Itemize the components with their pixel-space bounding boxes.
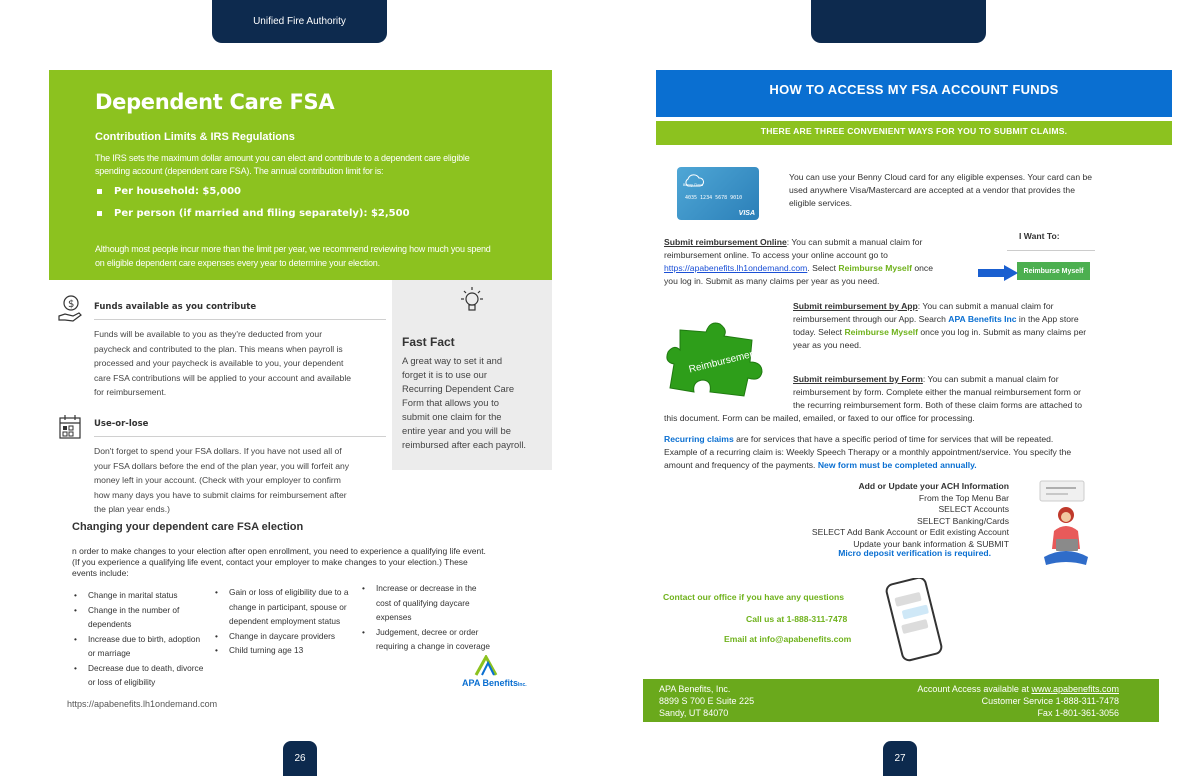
app-title: Submit reimbursement by App	[793, 301, 918, 311]
funds-title: Funds available as you contribute	[94, 302, 257, 312]
card-text: You can use your Benny Cloud card for any eligible expenses. Your card can be used anywhere Visa/Mastercard are accepted at a vendor that provides the eligible services.	[789, 172, 1093, 208]
list-item: • Child turning age 13	[215, 643, 350, 658]
divider	[1007, 250, 1095, 251]
intro-line-1: The IRS sets the maximum dollar amount you can elect and contribute to a dependent care eligible	[95, 153, 470, 163]
bullet-per-person: Per person (if married and filing separately): $2,500	[97, 208, 410, 219]
change-election-title: Changing your dependent care FSA election	[72, 521, 304, 533]
visa-logo: VISA	[738, 210, 755, 217]
i-want-to-title: I Want To:	[1019, 231, 1060, 241]
list-item: • Change in the number of dependents	[74, 603, 204, 632]
header-tab-label: Unified Fire Authority	[253, 16, 346, 27]
online-title: Submit reimbursement Online	[664, 237, 787, 247]
svg-text:$: $	[68, 299, 75, 310]
change-election-text: n order to make changes to your election after open enrollment, you need to experience a qualifying life event. (If you experience a qualifying life event, contact your employer to make changes to your election.) These events include:	[72, 546, 486, 578]
list-item: • Increase or decrease in the cost of qualifying daycare expenses	[362, 581, 490, 625]
footer-contact: Account Access available at www.apabenefits.com Customer Service 1-888-311-7478 Fax 1-801-361-3056	[917, 684, 1119, 718]
footer-website-link[interactable]: www.apabenefits.com	[1031, 684, 1119, 694]
list-item: • Change in daycare providers	[215, 629, 350, 644]
fast-fact-box	[392, 280, 552, 470]
fast-fact-title: Fast Fact	[402, 335, 455, 349]
page-number-right: 27	[883, 741, 917, 776]
bullet-household: Per household: $5,000	[97, 186, 241, 197]
para-line-1: Although most people incur more than the limit per year, we recommend reviewing how much you spend	[95, 244, 491, 254]
arrow-right-icon	[978, 265, 1018, 281]
list-item: • Gain or loss of eligibility due to a change in participant, spouse or dependent employment status	[215, 585, 350, 629]
online-section: Submit reimbursement Online: You can submit a manual claim for reimbursement online. To access your online account go to https://apabenefits.lh1ondemand.com. Select Reimburse Myself once you log in. Submit as many claims per year as you need.	[664, 237, 933, 286]
header-tab-right	[811, 0, 986, 43]
events-list-col2	[215, 585, 350, 658]
events-list-col1	[74, 588, 204, 690]
card-number: 4035 1234 5678 9010	[685, 195, 743, 201]
footer-url[interactable]: https://apabenefits.lh1ondemand.com	[67, 699, 218, 709]
form-line-4: this document. Form can be mailed, emailed, or faxed to our office for processing.	[664, 413, 975, 423]
contact-email[interactable]: Email at info@apabenefits.com	[724, 634, 852, 644]
section-subtitle: Contribution Limits & IRS Regulations	[95, 131, 295, 143]
phone-chat-illustration-icon	[880, 578, 950, 662]
contact-phone[interactable]: Call us at 1-888-311-7478	[746, 614, 848, 624]
ach-section: Add or Update your ACH Information From the Top Menu Bar SELECT Accounts SELECT Banking/Cards SELECT Add Bank Account or Edit existing Account Update your bank information & SUBMIT	[811, 481, 1009, 549]
logo-text: APA Benefits	[462, 678, 519, 688]
intro-line-2: spending account (dependent care FSA). The annual contribution limit for is:	[95, 166, 384, 176]
submit-claims-banner: THERE ARE THREE CONVENIENT WAYS FOR YOU TO SUBMIT CLAIMS.	[656, 121, 1172, 145]
calendar-icon	[58, 414, 82, 440]
recurring-section: Recurring claims are for services that have a specific period of time for services that will be repeated. Example of a recurring claim is: Weekly Speech Therapy or a monthly appointment/service. You specify the amount and frequency of the payments. New form must be completed annually.	[664, 434, 1072, 470]
list-item: • Change in marital status	[74, 588, 204, 603]
online-link[interactable]: https://apabenefits.lh1ondemand.com	[664, 263, 808, 273]
logo-inc: Inc.	[518, 682, 527, 688]
person-laptop-illustration-icon	[1036, 479, 1096, 571]
benny-card-image	[677, 167, 759, 220]
form-section: Submit reimbursement by Form: You can submit a manual claim for reimbursement by form. Complete either the manual reimbursement form or the recurring reimbursement form. Both of these claim forms are attached to	[793, 374, 1082, 410]
list-item: • Judgement, decree or order requiring a change in coverage	[362, 625, 490, 654]
money-hand-icon	[57, 294, 83, 324]
access-banner: HOW TO ACCESS MY FSA ACCOUNT FUNDS	[656, 70, 1172, 117]
contact-line-1: Contact our office if you have any questions	[663, 592, 844, 602]
fast-fact-text: A great way to set it and forget it is to use our Recurring Dependent Care Form that allows you to submit one claim for the entire year and you will be reimbursed after each payroll.	[402, 355, 527, 450]
i-want-to-panel	[1007, 226, 1095, 290]
header-tab-left	[212, 0, 387, 43]
use-or-lose-title: Use-or-lose	[94, 419, 149, 429]
card-brand: Benny Cloud	[683, 183, 704, 187]
footer-address: APA Benefits, Inc. 8899 S 700 E Suite 225 Sandy, UT 84070	[659, 684, 755, 718]
page-number-left: 26	[283, 741, 317, 776]
funds-text: Funds will be available to you as they're deducted from your paycheck and contributed to the plan. This means when payroll is processed and your paycheck is available to you, your dependent care FSA contributions will be applied to your account and available for reimbursement.	[94, 329, 352, 397]
page-title: Dependent Care FSA	[95, 90, 335, 114]
use-or-lose-text: Don't forget to spend your FSA dollars. If you have not used all of your FSA dollars before the end of the plan year, you will forfeit any money left in your account. (Check with your employer to confirm how many days you have to submit claims for reimbursement after the plan year ends.)	[94, 446, 350, 514]
apa-benefits-logo	[462, 655, 532, 695]
para-line-2: on eligible dependent care expenses every year to determine your election.	[95, 258, 380, 268]
form-title: Submit reimbursement by Form	[793, 374, 923, 384]
app-section: Submit reimbursement by App: You can submit a manual claim for reimbursement through our App. Search APA Benefits Inc in the App store today. Select Reimburse Myself once you log in. Submit as many claims per year as you need.	[793, 301, 1087, 350]
puzzle-piece-icon	[666, 318, 772, 400]
puzzle-label: Reimbursement	[687, 347, 760, 376]
reimburse-myself-button[interactable]: Reimburse Myself	[1017, 262, 1090, 280]
micro-deposit-note: Micro deposit verification is required.	[838, 548, 991, 558]
lightbulb-icon	[458, 286, 486, 316]
list-item: • Increase due to birth, adoption or marriage	[74, 632, 204, 661]
list-item: • Decrease due to death, divorce or loss of eligibility	[74, 661, 204, 690]
ach-title: Add or Update your ACH Information	[858, 481, 1009, 491]
apa-logo-mark-icon	[474, 655, 500, 677]
right-page-footer	[643, 679, 1159, 722]
divider	[94, 436, 386, 437]
divider	[94, 319, 386, 320]
events-list-col3	[362, 581, 490, 654]
